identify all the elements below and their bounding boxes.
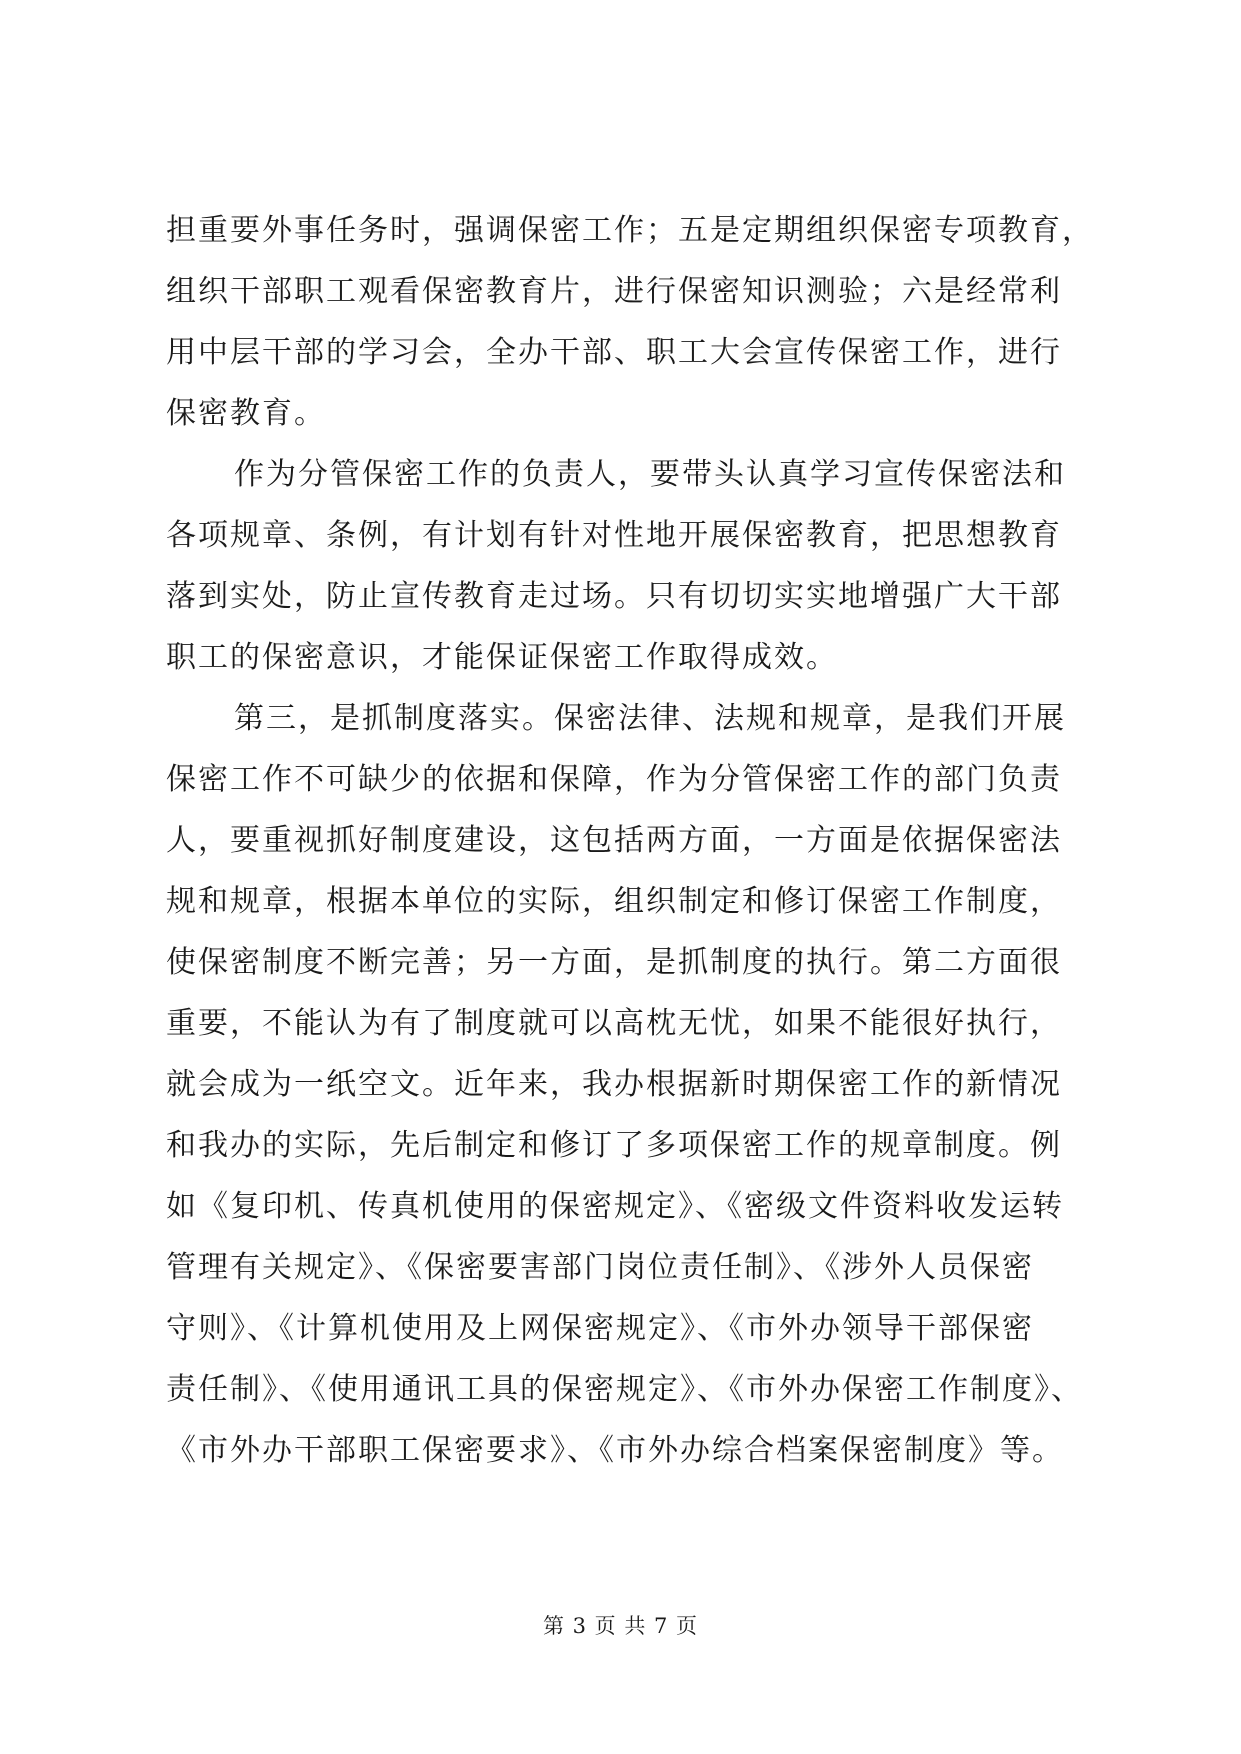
paragraph-line: 使保密制度不断完善；另一方面，是抓制度的执行。第二方面很 — [166, 945, 1062, 980]
paragraph-line: 就会成为一纸空文。近年来，我办根据新时期保密工作的新情况 — [166, 1067, 1062, 1102]
paragraph-line: 作为分管保密工作的负责人，要带头认真学习宣传保密法和 — [234, 457, 1066, 492]
paragraph-line: 人，要重视抓好制度建设，这包括两方面，一方面是依据保密法 — [166, 823, 1062, 858]
paragraph-line: 守则》、《计算机使用及上网保密规定》、《市外办领导干部保密 — [166, 1311, 1034, 1346]
paragraph-line: 和我办的实际，先后制定和修订了多项保密工作的规章制度。例 — [166, 1128, 1062, 1163]
paragraph-line: 职工的保密意识，才能保证保密工作取得成效。 — [166, 640, 838, 675]
paragraph-line: 组织干部职工观看保密教育片，进行保密知识测验；六是经常利 — [166, 274, 1062, 309]
page-number: 第 3 页 共 7 页 — [542, 1614, 699, 1638]
paragraph-line: 规和规章，根据本单位的实际，组织制定和修订保密工作制度， — [166, 884, 1062, 919]
paragraph-line: 第三，是抓制度落实。保密法律、法规和规章，是我们开展 — [234, 701, 1066, 736]
paragraph-line: 保密工作不可缺少的依据和保障，作为分管保密工作的部门负责 — [166, 762, 1062, 797]
page-footer — [0, 1610, 1241, 1640]
paragraph-line: 《市外办干部职工保密要求》、《市外办综合档案保密制度》等。 — [166, 1433, 1064, 1468]
paragraph-line: 如《复印机、传真机使用的保密规定》、《密级文件资料收发运转 — [166, 1189, 1064, 1224]
paragraph-line: 担重要外事任务时，强调保密工作；五是定期组织保密专项教育， — [166, 213, 1094, 248]
paragraph-line: 管理有关规定》、《保密要害部门岗位责任制》、《涉外人员保密 — [166, 1250, 1034, 1285]
paragraph-line: 责任制》、《使用通讯工具的保密规定》、《市外办保密工作制度》、 — [166, 1372, 1083, 1407]
paragraph-line: 落到实处，防止宣传教育走过场。只有切切实实地增强广大干部 — [166, 579, 1062, 614]
paragraph-line: 各项规章、条例，有计划有针对性地开展保密教育，把思想教育 — [166, 518, 1062, 553]
paragraph-line: 重要，不能认为有了制度就可以高枕无忧，如果不能很好执行， — [166, 1006, 1062, 1041]
document-body — [166, 200, 1126, 1481]
paragraph-line: 保密教育。 — [166, 396, 326, 431]
paragraph-line: 用中层干部的学习会，全办干部、职工大会宣传保密工作，进行 — [166, 335, 1062, 370]
